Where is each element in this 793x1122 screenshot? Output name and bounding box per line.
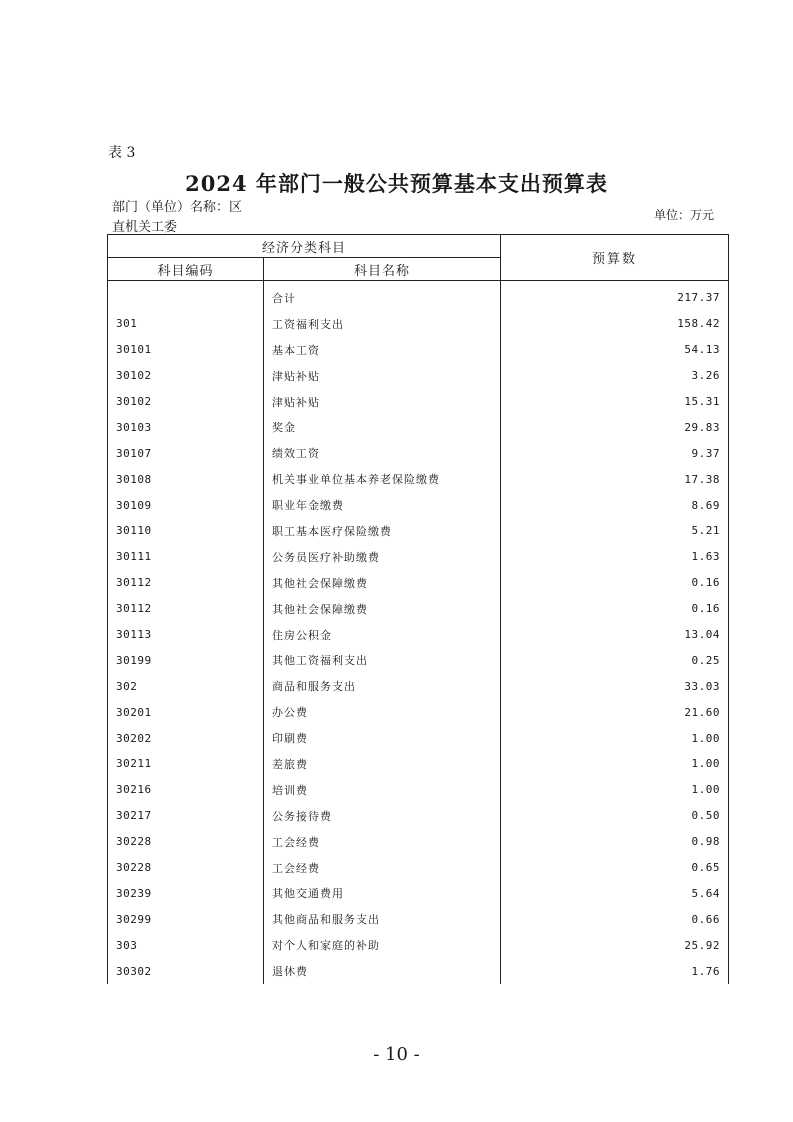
budget-amount-cell: 5.64 xyxy=(501,880,729,906)
subject-code-header: 科目编码 xyxy=(108,258,264,281)
subject-name-cell: 其他工资福利支出 xyxy=(264,647,501,673)
document-title: 2024 年部门一般公共预算基本支出预算表 xyxy=(185,171,608,196)
table-row xyxy=(108,932,729,958)
budget-amount-cell: 0.66 xyxy=(501,906,729,932)
subject-name-cell: 职业年金缴费 xyxy=(264,492,501,518)
subject-code-cell: 30228 xyxy=(108,829,264,855)
subject-name-cell: 工会经费 xyxy=(264,829,501,855)
table-row xyxy=(108,855,729,881)
budget-amount-cell: 8.69 xyxy=(501,492,729,518)
budget-amount-cell: 1.00 xyxy=(501,777,729,803)
subject-name-cell: 其他社会保障缴费 xyxy=(264,570,501,596)
subject-name-header: 科目名称 xyxy=(264,258,501,281)
table-row xyxy=(108,466,729,492)
budget-amount-cell: 1.76 xyxy=(501,958,729,984)
subject-code-cell: 30211 xyxy=(108,751,264,777)
budget-amount-cell: 15.31 xyxy=(501,389,729,415)
table-row xyxy=(108,622,729,648)
budget-amount-cell: 3.26 xyxy=(501,363,729,389)
subject-code-cell: 30112 xyxy=(108,596,264,622)
subject-name-cell: 其他社会保障缴费 xyxy=(264,596,501,622)
subject-code-cell: 30110 xyxy=(108,518,264,544)
subject-name-cell: 住房公积金 xyxy=(264,622,501,648)
table-body xyxy=(108,281,729,985)
table-row xyxy=(108,880,729,906)
budget-amount-cell: 0.25 xyxy=(501,647,729,673)
subject-code-cell: 30201 xyxy=(108,699,264,725)
table-row xyxy=(108,906,729,932)
budget-amount-cell: 1.00 xyxy=(501,751,729,777)
subject-name-cell: 其他交通费用 xyxy=(264,880,501,906)
budget-amount-cell: 0.16 xyxy=(501,570,729,596)
subject-name-cell: 基本工资 xyxy=(264,337,501,363)
table-row xyxy=(108,544,729,570)
economic-classification-header: 经济分类科目 xyxy=(108,235,501,258)
budget-amount-cell: 1.00 xyxy=(501,725,729,751)
table-row xyxy=(108,440,729,466)
subject-name-cell: 商品和服务支出 xyxy=(264,673,501,699)
subject-code-cell: 30228 xyxy=(108,855,264,881)
subject-code-cell: 30102 xyxy=(108,389,264,415)
subject-name-cell: 工资福利支出 xyxy=(264,311,501,337)
department-name-line-2: 直机关工委 xyxy=(112,220,178,235)
subject-name-cell: 津贴补贴 xyxy=(264,389,501,415)
budget-amount-cell: 21.60 xyxy=(501,699,729,725)
budget-amount-cell: 158.42 xyxy=(501,311,729,337)
table-row xyxy=(108,803,729,829)
subject-name-cell: 绩效工资 xyxy=(264,440,501,466)
subject-code-cell: 30113 xyxy=(108,622,264,648)
table-row xyxy=(108,570,729,596)
subject-code-cell: 30216 xyxy=(108,777,264,803)
subject-name-cell: 奖金 xyxy=(264,414,501,440)
budget-table xyxy=(107,234,729,984)
subject-code-cell: 30112 xyxy=(108,570,264,596)
subject-code-cell: 30101 xyxy=(108,337,264,363)
budget-amount-cell: 54.13 xyxy=(501,337,729,363)
budget-amount-cell: 13.04 xyxy=(501,622,729,648)
budget-amount-cell: 29.83 xyxy=(501,414,729,440)
subject-name-cell: 其他商品和服务支出 xyxy=(264,906,501,932)
page-number: - 10 - xyxy=(373,1044,420,1065)
table-row xyxy=(108,281,729,311)
subject-name-cell: 对个人和家庭的补助 xyxy=(264,932,501,958)
table-row xyxy=(108,725,729,751)
subject-code-cell: 30103 xyxy=(108,414,264,440)
subject-name-cell: 办公费 xyxy=(264,699,501,725)
table-row xyxy=(108,389,729,415)
budget-amount-header: 预算数 xyxy=(501,235,729,281)
table-row xyxy=(108,647,729,673)
table-row xyxy=(108,673,729,699)
subject-name-cell: 印刷费 xyxy=(264,725,501,751)
subject-code-cell: 301 xyxy=(108,311,264,337)
subject-code-cell: 30109 xyxy=(108,492,264,518)
budget-amount-cell: 17.38 xyxy=(501,466,729,492)
subject-name-cell: 公务员医疗补助缴费 xyxy=(264,544,501,570)
budget-amount-cell: 0.16 xyxy=(501,596,729,622)
budget-amount-cell: 0.50 xyxy=(501,803,729,829)
unit-label: 单位：万元 xyxy=(654,208,715,222)
table-header xyxy=(108,235,729,281)
subject-code-cell: 30302 xyxy=(108,958,264,984)
subject-name-cell: 培训费 xyxy=(264,777,501,803)
table-row xyxy=(108,363,729,389)
table-number-label: 表 3 xyxy=(108,145,136,161)
subject-name-cell: 差旅费 xyxy=(264,751,501,777)
subject-code-cell: 30107 xyxy=(108,440,264,466)
subject-code-cell: 30202 xyxy=(108,725,264,751)
subject-code-cell: 30199 xyxy=(108,647,264,673)
budget-amount-cell: 9.37 xyxy=(501,440,729,466)
subject-code-cell: 30299 xyxy=(108,906,264,932)
subject-code-cell: 302 xyxy=(108,673,264,699)
table-row xyxy=(108,958,729,984)
budget-amount-cell: 5.21 xyxy=(501,518,729,544)
subject-code-cell: 30102 xyxy=(108,363,264,389)
subject-name-cell: 退休费 xyxy=(264,958,501,984)
subject-name-cell: 职工基本医疗保险缴费 xyxy=(264,518,501,544)
subject-code-cell xyxy=(108,281,264,311)
table-row xyxy=(108,492,729,518)
budget-amount-cell: 0.98 xyxy=(501,829,729,855)
table-row xyxy=(108,829,729,855)
table-row xyxy=(108,518,729,544)
table-row xyxy=(108,699,729,725)
budget-amount-cell: 1.63 xyxy=(501,544,729,570)
subject-code-cell: 30217 xyxy=(108,803,264,829)
table-row xyxy=(108,596,729,622)
subject-name-cell: 合计 xyxy=(264,281,501,311)
subject-code-cell: 303 xyxy=(108,932,264,958)
subject-name-cell: 工会经费 xyxy=(264,855,501,881)
subject-code-cell: 30108 xyxy=(108,466,264,492)
subject-name-cell: 公务接待费 xyxy=(264,803,501,829)
subject-code-cell: 30239 xyxy=(108,880,264,906)
table-row xyxy=(108,414,729,440)
budget-amount-cell: 217.37 xyxy=(501,281,729,311)
subject-code-cell: 30111 xyxy=(108,544,264,570)
subject-name-cell: 机关事业单位基本养老保险缴费 xyxy=(264,466,501,492)
department-name-line-1: 部门（单位）名称：区 xyxy=(112,200,243,215)
table-row xyxy=(108,777,729,803)
table-row xyxy=(108,751,729,777)
budget-amount-cell: 25.92 xyxy=(501,932,729,958)
subject-name-cell: 津贴补贴 xyxy=(264,363,501,389)
budget-amount-cell: 33.03 xyxy=(501,673,729,699)
table-row xyxy=(108,337,729,363)
table-row xyxy=(108,311,729,337)
budget-amount-cell: 0.65 xyxy=(501,855,729,881)
